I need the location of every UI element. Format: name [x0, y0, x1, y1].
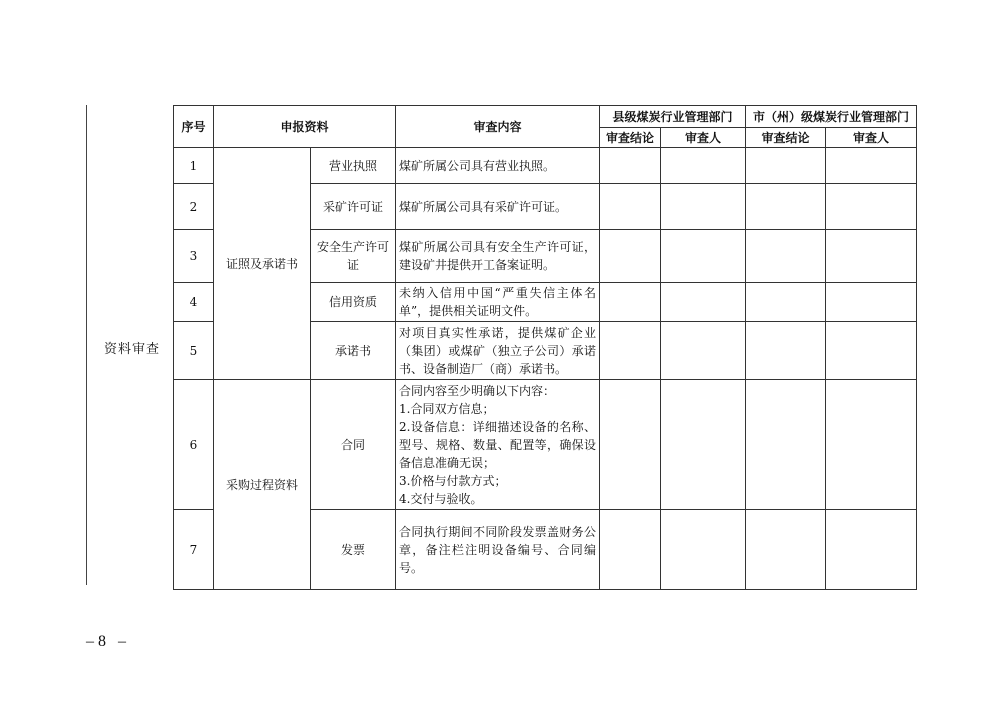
county-reviewer-cell[interactable] [661, 184, 746, 230]
header-city-dept: 市（州）级煤炭行业管理部门 [746, 106, 917, 128]
row-content: 煤矿所属公司具有采矿许可证。 [396, 184, 600, 230]
header-county-dept: 县级煤炭行业管理部门 [600, 106, 746, 128]
header-city-reviewer: 审查人 [826, 128, 917, 148]
row-number: 5 [174, 322, 214, 380]
header-county-conclusion: 审查结论 [600, 128, 661, 148]
row-item: 发票 [311, 510, 396, 590]
section-label: 资料审查 [103, 342, 160, 357]
city-reviewer-cell[interactable] [826, 230, 917, 283]
row-item: 承诺书 [311, 322, 396, 380]
city-conclusion-cell[interactable] [746, 322, 826, 380]
row-content: 对项目真实性承诺，提供煤矿企业（集团）或煤矿（独立子公司）承诺书、设备制造厂（商）承诺书。 [396, 322, 600, 380]
header-seq: 序号 [174, 106, 214, 148]
row-number: 7 [174, 510, 214, 590]
row-number: 3 [174, 230, 214, 283]
city-reviewer-cell[interactable] [826, 148, 917, 184]
county-conclusion-cell[interactable] [600, 380, 661, 510]
city-reviewer-cell[interactable] [826, 283, 917, 322]
city-reviewer-cell[interactable] [826, 184, 917, 230]
row-item: 营业执照 [311, 148, 396, 184]
row-content: 未纳入信用中国“严重失信主体名单”，提供相关证明文件。 [396, 283, 600, 322]
city-conclusion-cell[interactable] [746, 184, 826, 230]
row-number: 1 [174, 148, 214, 184]
county-conclusion-cell[interactable] [600, 148, 661, 184]
row-item: 信用资质 [311, 283, 396, 322]
county-conclusion-cell[interactable] [600, 322, 661, 380]
county-reviewer-cell[interactable] [661, 380, 746, 510]
county-reviewer-cell[interactable] [661, 322, 746, 380]
group-procurement: 采购过程资料 [214, 380, 311, 590]
row-item: 合同 [311, 380, 396, 510]
county-conclusion-cell[interactable] [600, 184, 661, 230]
table-row [174, 148, 917, 184]
county-reviewer-cell[interactable] [661, 230, 746, 283]
header-content: 审查内容 [396, 106, 600, 148]
content-line: 3.价格与付款方式； [399, 473, 507, 488]
city-conclusion-cell[interactable] [746, 510, 826, 590]
row-content-list [396, 380, 600, 510]
county-conclusion-cell[interactable] [600, 283, 661, 322]
city-conclusion-cell[interactable] [746, 148, 826, 184]
row-content: 合同执行期间不同阶段发票盖财务公章，备注栏注明设备编号、合同编号。 [396, 510, 600, 590]
city-conclusion-cell[interactable] [746, 380, 826, 510]
left-margin-rule [86, 105, 87, 585]
county-reviewer-cell[interactable] [661, 510, 746, 590]
header-city-conclusion: 审查结论 [746, 128, 826, 148]
city-reviewer-cell[interactable] [826, 510, 917, 590]
row-number: 4 [174, 283, 214, 322]
content-line: 1.合同双方信息； [399, 401, 495, 416]
content-line: 合同内容至少明确以下内容： [399, 383, 556, 398]
row-number: 6 [174, 380, 214, 510]
header-material: 申报资料 [214, 106, 396, 148]
row-number: 2 [174, 184, 214, 230]
review-table [173, 105, 917, 590]
table-row [174, 380, 917, 510]
county-conclusion-cell[interactable] [600, 230, 661, 283]
city-reviewer-cell[interactable] [826, 380, 917, 510]
row-content: 煤矿所属公司具有营业执照。 [396, 148, 600, 184]
county-conclusion-cell[interactable] [600, 510, 661, 590]
city-conclusion-cell[interactable] [746, 230, 826, 283]
city-conclusion-cell[interactable] [746, 283, 826, 322]
county-reviewer-cell[interactable] [661, 283, 746, 322]
row-content: 煤矿所属公司具有安全生产许可证，建设矿井提供开工备案证明。 [396, 230, 600, 283]
content-line: 2.设备信息：详细描述设备的名称、型号、规格、数量、配置等，确保设备信息准确无误； [399, 419, 597, 470]
page-number: –8 – [86, 633, 130, 650]
header-county-reviewer: 审查人 [661, 128, 746, 148]
content-line: 4.交付与验收。 [399, 491, 483, 506]
row-item: 安全生产许可证 [311, 230, 396, 283]
group-license: 证照及承诺书 [214, 148, 311, 380]
city-reviewer-cell[interactable] [826, 322, 917, 380]
row-item: 采矿许可证 [311, 184, 396, 230]
county-reviewer-cell[interactable] [661, 148, 746, 184]
